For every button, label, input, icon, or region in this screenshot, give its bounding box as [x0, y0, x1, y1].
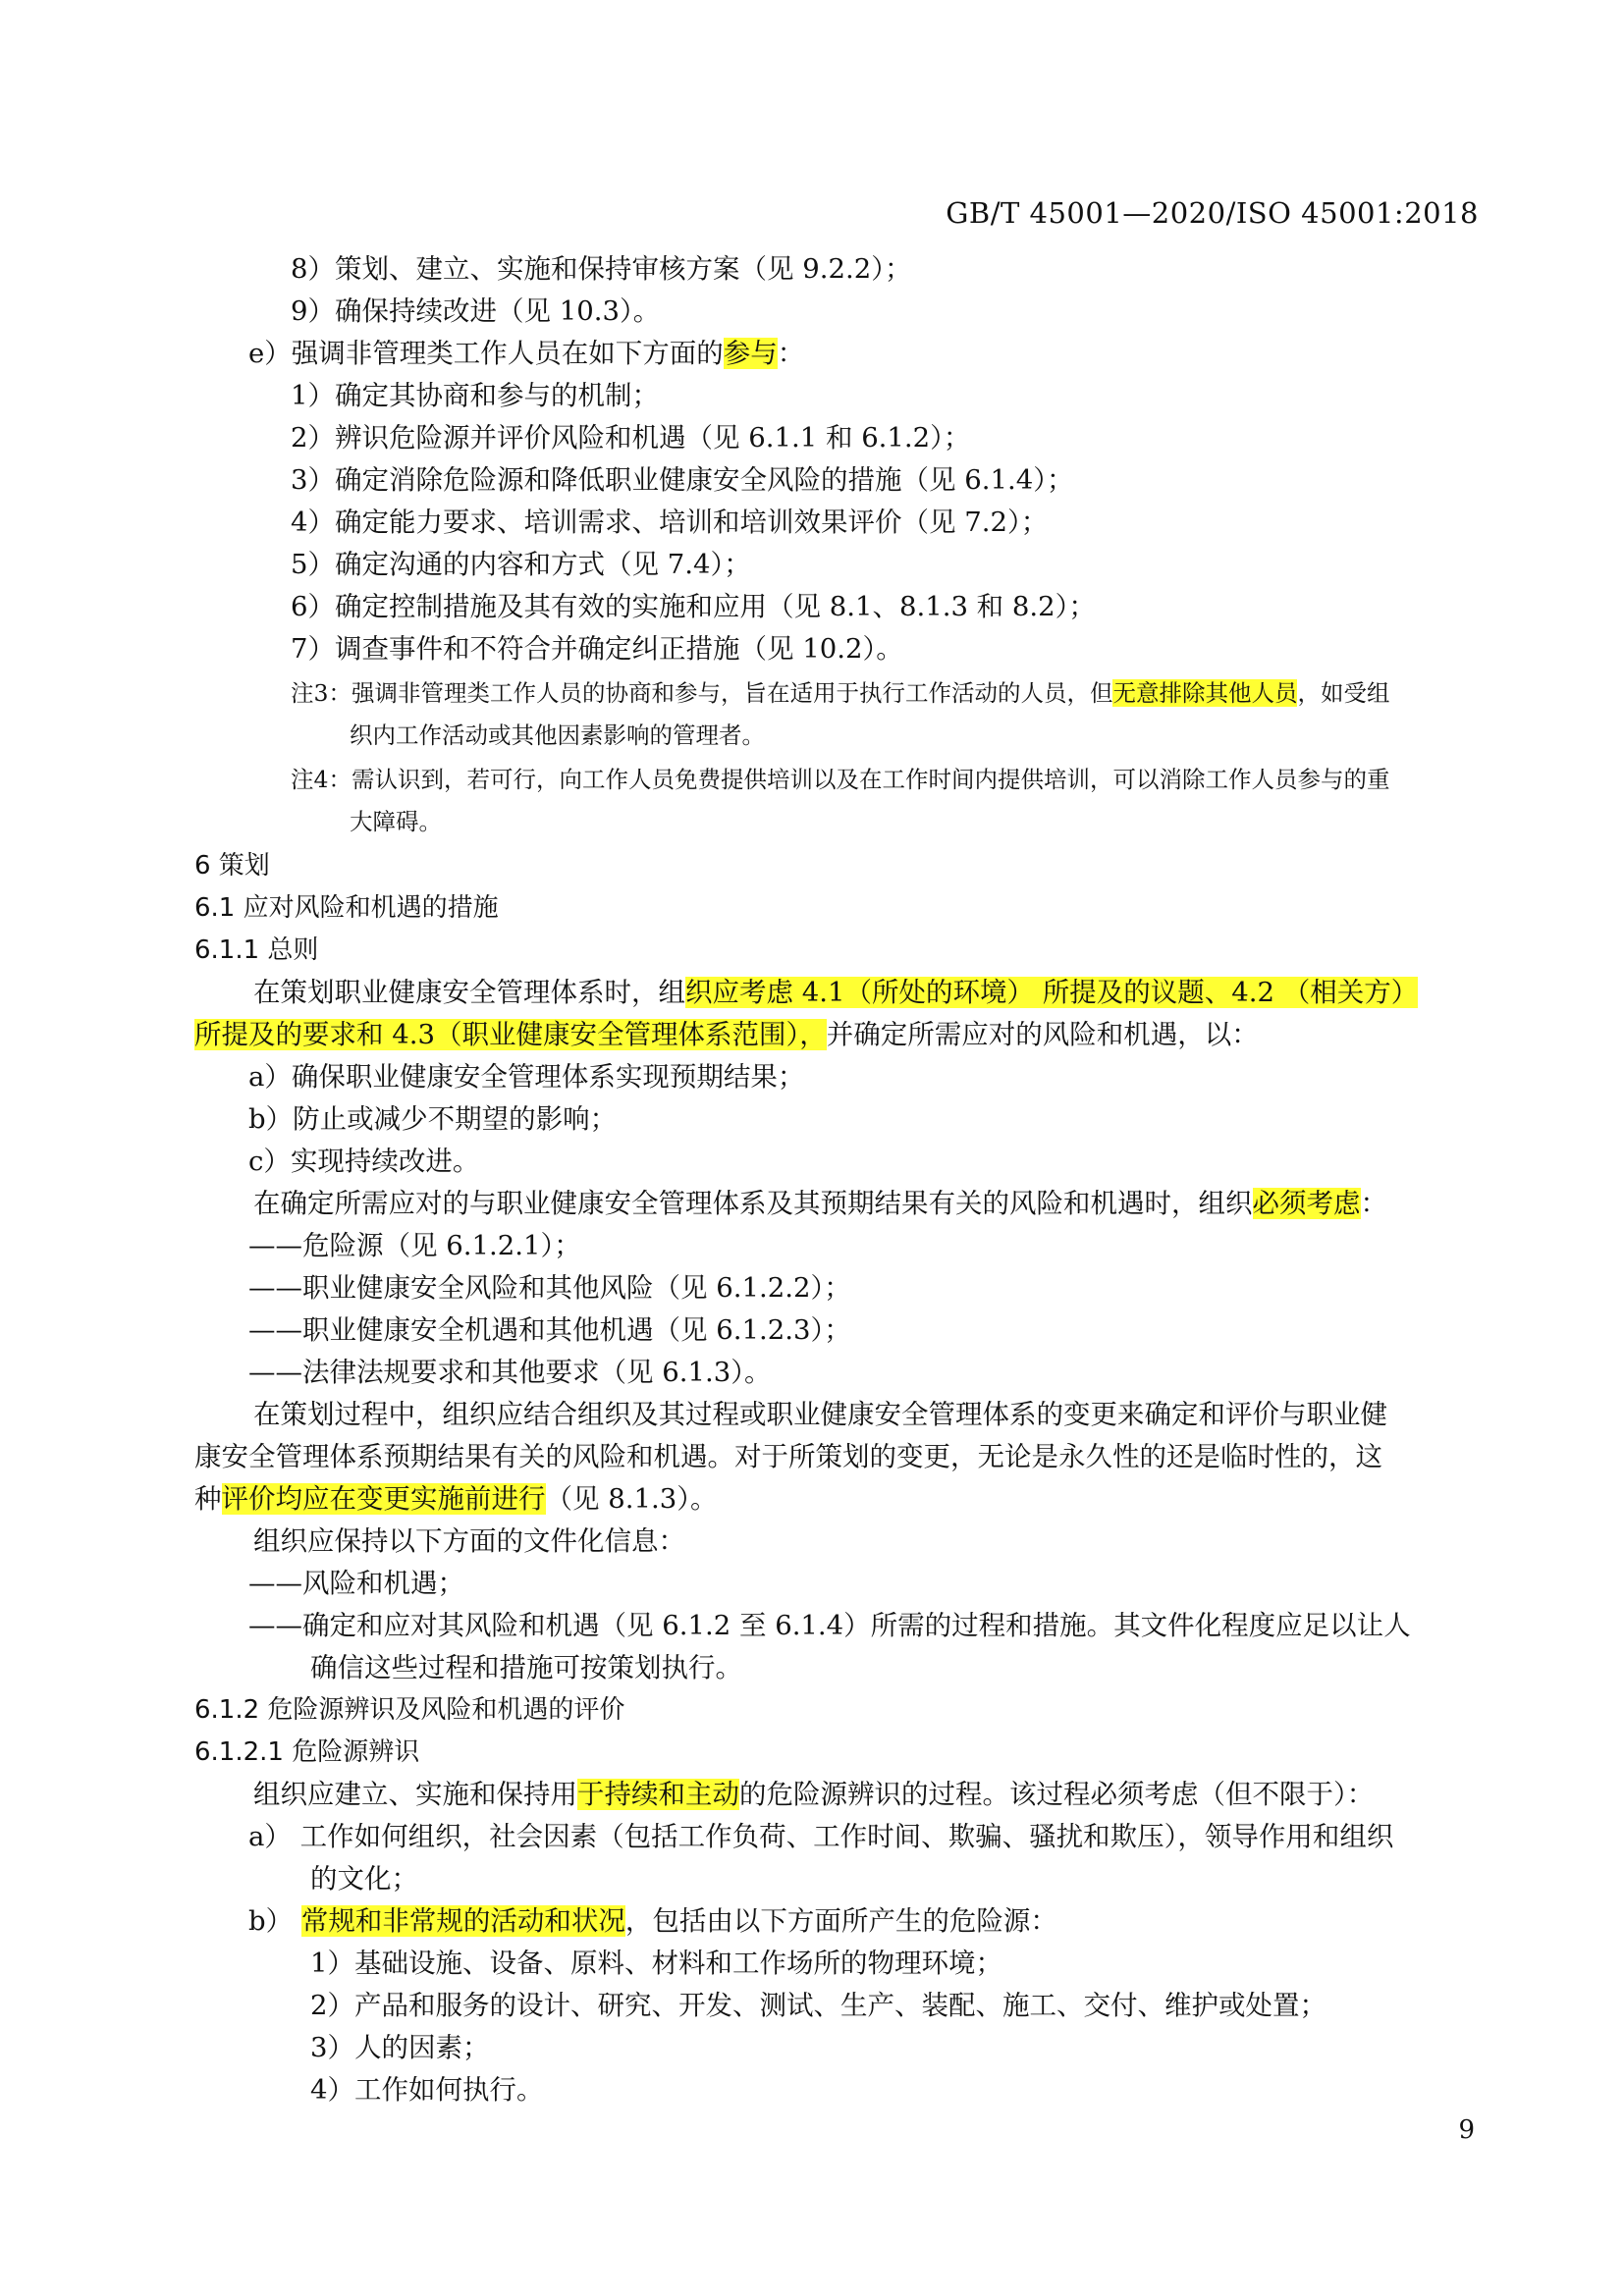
- text-line: [248, 1817, 1393, 1856]
- text-segment: ——风险和机遇；: [248, 1568, 464, 1599]
- text-line: [310, 1944, 1002, 1983]
- text-segment: 7）调查事件和不符合并确定纠正措施（见 10.2）。: [291, 633, 903, 665]
- text-segment: ，如受组: [1297, 679, 1390, 707]
- text-segment: ——确定和应对其风险和机遇（见 6.1.2 至 6.1.4）所需的过程和措施。其文件化程度应足以让人: [248, 1610, 1411, 1641]
- text-line: [291, 460, 1073, 500]
- section-heading: [194, 846, 270, 885]
- highlighted-text: 织应考虑 4.1（所处的环境） 所提及的议题、4.2 （相关方）: [685, 977, 1419, 1008]
- highlighted-text: 无意排除其他人员: [1112, 679, 1298, 707]
- text-line: [253, 973, 1418, 1012]
- text-segment: a） 工作如何组织，社会因素（包括工作负荷、工作时间、欺骗、骚扰和欺压），领导作用和组织: [248, 1821, 1394, 1852]
- text-segment: ——危险源（见 6.1.2.1）；: [248, 1230, 581, 1261]
- highlighted-text: 参与: [723, 338, 778, 369]
- text-segment: 在确定所需应对的与职业健康安全管理体系及其预期结果有关的风险和机遇时，组织: [253, 1188, 1253, 1219]
- text-segment: 康安全管理体系预期结果有关的风险和机遇。对于所策划的变更，无论是永久性的还是临时性的，这: [194, 1441, 1382, 1472]
- text-segment: 1）确定其协商和参与的机制；: [291, 380, 659, 411]
- text-line: [194, 1015, 1259, 1054]
- text-line: [248, 1310, 851, 1350]
- highlighted-text: 评价均应在变更实施前进行: [221, 1483, 546, 1515]
- text-segment: 注3：强调非管理类工作人员的协商和参与，旨在适用于执行工作活动的人员，但: [291, 679, 1113, 707]
- text-line: [310, 2028, 490, 2067]
- text-segment: 种: [194, 1483, 222, 1515]
- text-segment: 在策划职业健康安全管理体系时，组: [253, 977, 685, 1008]
- text-line: [248, 1268, 851, 1308]
- text-line: [248, 1606, 1411, 1645]
- text-segment: b）: [248, 1905, 301, 1937]
- page-number: 9: [1458, 2115, 1475, 2145]
- text-segment: 8）策划、建立、实施和保持审核方案（见 9.2.2）；: [291, 253, 912, 285]
- text-line: [291, 503, 1048, 542]
- text-segment: 确信这些过程和措施可按策划执行。: [310, 1652, 742, 1683]
- text-segment: 2）辨识危险源并评价风险和机遇（见 6.1.1 和 6.1.2）；: [291, 422, 971, 454]
- text-line: [248, 1099, 617, 1139]
- text-line: [248, 1901, 1057, 1941]
- text-segment: 9）确保持续改进（见 10.3）。: [291, 295, 661, 327]
- text-line: [291, 292, 660, 331]
- note-line: [291, 673, 1389, 713]
- section-heading: [194, 1733, 419, 1772]
- text-segment: 3）确定消除危险源和降低职业健康安全风险的措施（见 6.1.4）；: [291, 464, 1074, 496]
- text-line: [291, 249, 911, 289]
- text-segment: 2）产品和服务的设计、研究、开发、测试、生产、装配、施工、交付、维护或处置；: [310, 1990, 1326, 2021]
- text-line: [291, 545, 751, 584]
- text-line: [310, 1859, 418, 1898]
- section-heading: [194, 1690, 624, 1730]
- text-line: [291, 376, 659, 415]
- text-segment: 大障碍。: [350, 808, 442, 835]
- text-line: [194, 1437, 1382, 1476]
- text-segment: ——职业健康安全机遇和其他机遇（见 6.1.2.3）；: [248, 1314, 851, 1346]
- text-line: [310, 1648, 742, 1687]
- text-line: [194, 1479, 717, 1519]
- text-segment: 6.1.2.1 危险源辨识: [194, 1737, 420, 1767]
- section-heading: [194, 888, 499, 928]
- text-segment: 组织应建立、实施和保持用: [253, 1779, 577, 1810]
- text-segment: 并确定所需应对的风险和机遇，以：: [826, 1019, 1259, 1050]
- text-line: [291, 418, 970, 457]
- text-segment: 在策划过程中，组织应结合组织及其过程或职业健康安全管理体系的变更来确定和评价与职业健: [253, 1399, 1387, 1430]
- text-line: [291, 587, 1096, 626]
- text-segment: 1）基础设施、设备、原料、材料和工作场所的物理环境；: [310, 1948, 1002, 1979]
- text-line: [253, 1775, 1374, 1814]
- highlighted-text: 常规和非常规的活动和状况: [300, 1905, 625, 1937]
- text-line: [248, 1226, 581, 1265]
- text-segment: 3）人的因素；: [310, 2032, 490, 2063]
- text-line: [310, 1986, 1326, 2025]
- text-segment: 4）工作如何执行。: [310, 2074, 544, 2106]
- text-segment: 的危险源辨识的过程。该过程必须考虑（但不限于）：: [739, 1779, 1375, 1810]
- text-segment: 组织应保持以下方面的文件化信息：: [253, 1525, 685, 1557]
- text-segment: ：: [777, 338, 805, 369]
- text-segment: 6 策划: [194, 851, 270, 881]
- text-segment: e）强调非管理类工作人员在如下方面的: [248, 338, 724, 369]
- text-segment: 注4：需认识到，若可行，向工作人员免费提供培训以及在工作时间内提供培训，可以消除工作人员参与的重: [291, 766, 1390, 793]
- text-segment: 6.1.2 危险源辨识及风险和机遇的评价: [194, 1695, 625, 1725]
- note-line: [350, 716, 765, 755]
- text-segment: ：: [1360, 1188, 1387, 1219]
- text-segment: ——法律法规要求和其他要求（见 6.1.3）。: [248, 1357, 772, 1388]
- text-line: [253, 1395, 1387, 1434]
- text-segment: 6.1.1 总则: [194, 935, 319, 965]
- text-segment: c）实现持续改进。: [248, 1146, 480, 1177]
- highlighted-text: 于持续和主动: [577, 1779, 739, 1810]
- text-line: [248, 1142, 479, 1181]
- text-segment: 5）确定沟通的内容和方式（见 7.4）；: [291, 549, 751, 580]
- note-line: [350, 802, 442, 841]
- highlighted-text: 所提及的要求和 4.3（职业健康安全管理体系范围），: [194, 1019, 827, 1050]
- text-line: [291, 629, 903, 668]
- text-line: [253, 1522, 685, 1561]
- section-heading: [194, 931, 318, 970]
- note-line: [291, 760, 1389, 799]
- text-segment: 4）确定能力要求、培训需求、培训和培训效果评价（见 7.2）；: [291, 507, 1049, 538]
- text-segment: b）防止或减少不期望的影响；: [248, 1103, 618, 1135]
- text-line: [310, 2070, 544, 2109]
- standard-number-header: GB/T 45001—2020/ISO 45001:2018: [946, 196, 1479, 230]
- text-segment: ，包括由以下方面所产生的危险源：: [624, 1905, 1057, 1937]
- text-segment: （见 8.1.3）。: [545, 1483, 718, 1515]
- text-segment: a）确保职业健康安全管理体系实现预期结果；: [248, 1061, 805, 1093]
- text-segment: 6.1 应对风险和机遇的措施: [194, 893, 499, 923]
- highlighted-text: 必须考虑: [1252, 1188, 1361, 1219]
- text-segment: 的文化；: [310, 1863, 418, 1895]
- text-line: [248, 1057, 804, 1096]
- text-line: [248, 1353, 771, 1392]
- text-line: [248, 334, 804, 373]
- text-segment: 6）确定控制措施及其有效的实施和应用（见 8.1、8.1.3 和 8.2）；: [291, 591, 1096, 622]
- text-segment: ——职业健康安全风险和其他风险（见 6.1.2.2）；: [248, 1272, 851, 1304]
- text-line: [248, 1564, 464, 1603]
- text-segment: 织内工作活动或其他因素影响的管理者。: [350, 721, 765, 749]
- text-line: [253, 1184, 1387, 1223]
